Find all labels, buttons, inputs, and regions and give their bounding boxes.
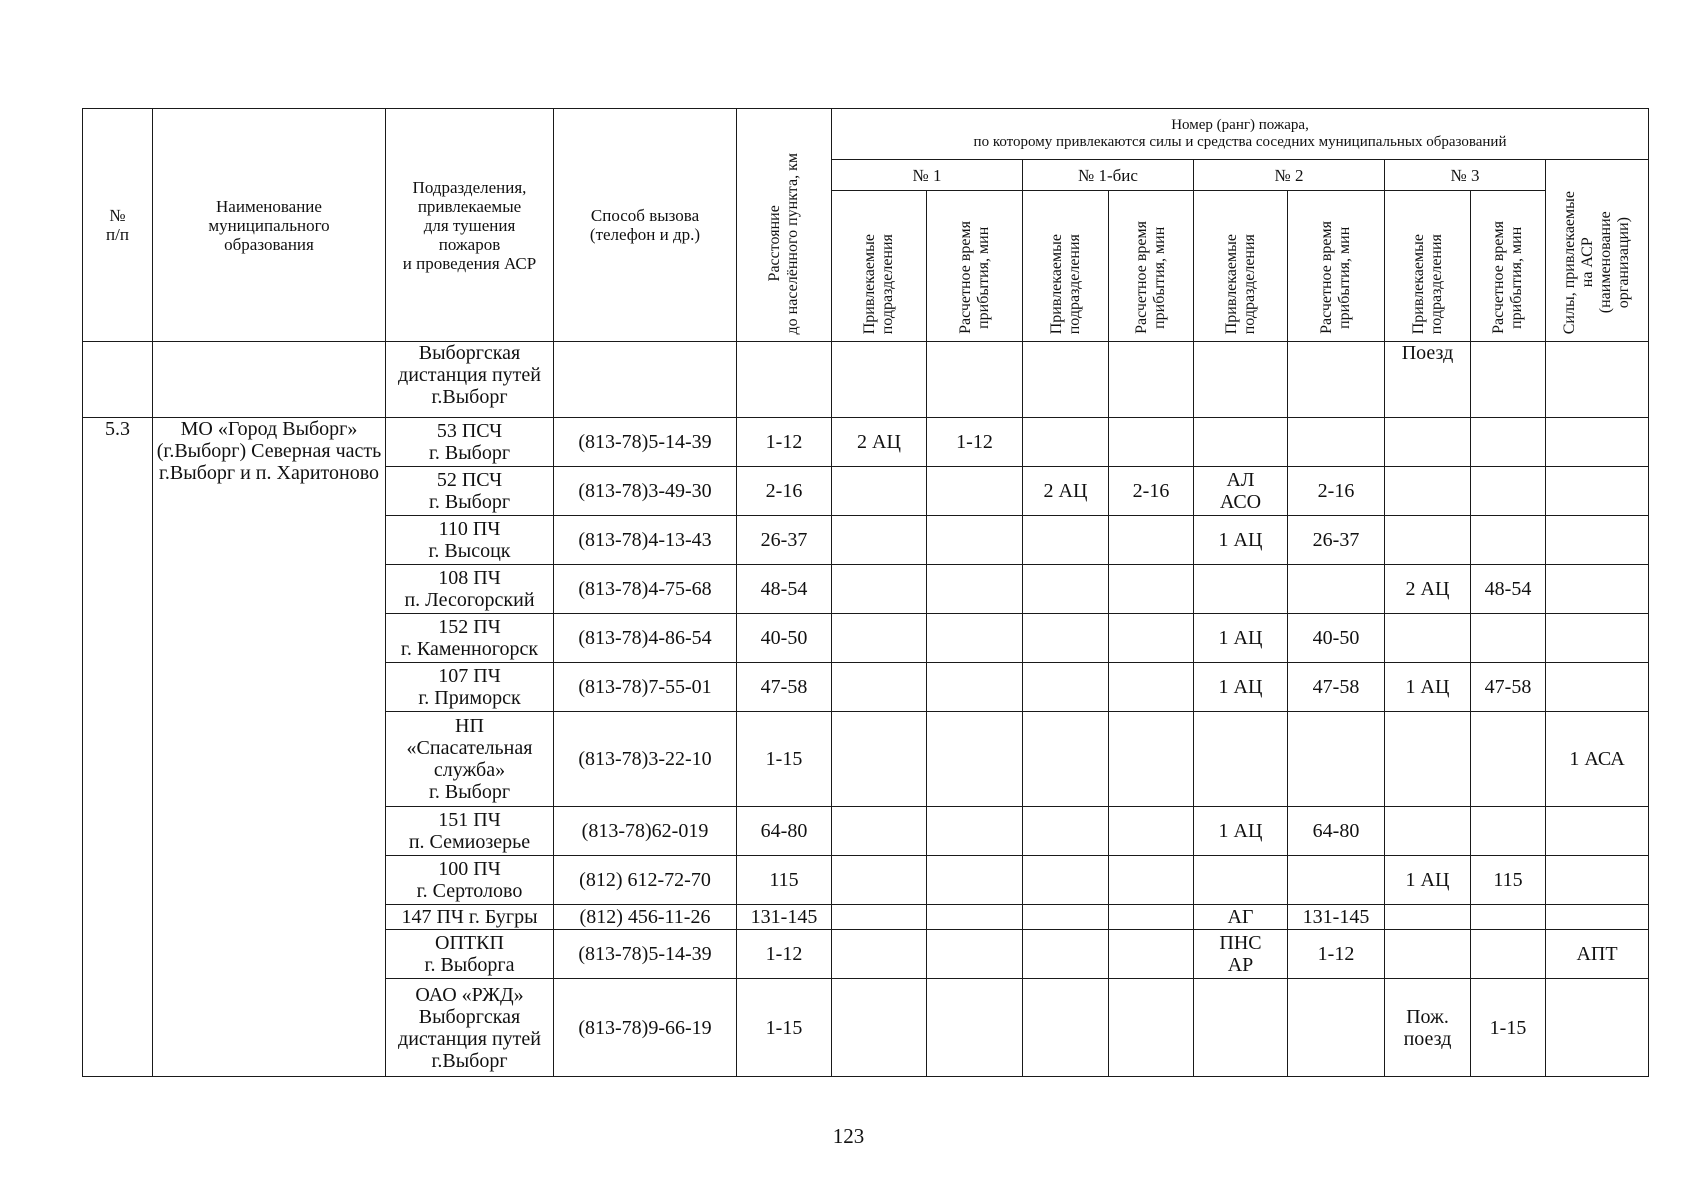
cell-empty	[1023, 342, 1109, 418]
header-r3-time: Расчетное время прибытия, мин	[1490, 221, 1525, 334]
cell-empty	[1288, 342, 1385, 418]
cell-r1-units	[832, 856, 927, 905]
cell-phone: (813-78)4-86-54	[554, 614, 737, 663]
cell-r2-time: 40-50	[1288, 614, 1385, 663]
cell-distance: 26-37	[737, 516, 832, 565]
header-distance: Расстояние до населённого пункта, км	[766, 152, 801, 334]
cell-r1-units	[832, 712, 927, 807]
cell-r1-units	[832, 979, 927, 1077]
header-rank-1: № 1	[832, 160, 1023, 191]
header-r1-units-cell	[832, 191, 927, 342]
cell-r1bis-time	[1109, 930, 1194, 979]
cell-r1-time	[927, 905, 1023, 930]
cell-phone: (813-78)4-13-43	[554, 516, 737, 565]
cell-r1bis-units	[1023, 930, 1109, 979]
cell-r2-time	[1288, 565, 1385, 614]
cell-r1bis-time	[1109, 979, 1194, 1077]
cell-r3-units: Пож. поезд	[1385, 979, 1471, 1077]
cell-phone: (813-78)7-55-01	[554, 663, 737, 712]
cell-r1bis-time	[1109, 516, 1194, 565]
cell-asr: 1 АСА	[1546, 712, 1649, 807]
cell-r2-units: 1 АЦ	[1194, 516, 1288, 565]
cell-r1-units	[832, 516, 927, 565]
cell-phone: (813-78)5-14-39	[554, 418, 737, 467]
cell-asr	[1546, 663, 1649, 712]
header-rank-title: Номер (ранг) пожара, по которому привлекаются силы и средства соседних муниципальных образований	[832, 109, 1649, 160]
cell-r3-time	[1471, 905, 1546, 930]
cell-r2-time: 1-12	[1288, 930, 1385, 979]
cell-r1-time	[927, 930, 1023, 979]
cell-r2-units: АЛ АСО	[1194, 467, 1288, 516]
header-r1-units: Привлекаемые подразделения	[861, 233, 896, 334]
cell-asr	[1546, 979, 1649, 1077]
cell-distance: 40-50	[737, 614, 832, 663]
cell-r1bis-time	[1109, 905, 1194, 930]
cell-r1bis-time	[1109, 807, 1194, 856]
cell-distance: 131-145	[737, 905, 832, 930]
cell-r3-time	[1471, 807, 1546, 856]
cell-r1bis-time	[1109, 856, 1194, 905]
cell-r3-time: 47-58	[1471, 663, 1546, 712]
cell-r1-time	[927, 614, 1023, 663]
header-r1bis-time: Расчетное время прибытия, мин	[1133, 221, 1168, 334]
header-num: № п/п	[83, 109, 153, 342]
cell-r2-time: 131-145	[1288, 905, 1385, 930]
fire-forces-table	[82, 108, 1649, 1077]
cell-r2-units	[1194, 979, 1288, 1077]
cell-unit: Выборгская дистанция путей г.Выборг	[386, 342, 554, 418]
cell-section-num: 5.3	[83, 418, 153, 1077]
cell-r3-time: 1-15	[1471, 979, 1546, 1077]
cell-r1bis-time	[1109, 614, 1194, 663]
cell-r2-time: 47-58	[1288, 663, 1385, 712]
table-row	[83, 418, 1649, 467]
cell-r1-time: 1-12	[927, 418, 1023, 467]
header-call-method: Способ вызова (телефон и др.)	[554, 109, 737, 342]
cell-r1-time	[927, 565, 1023, 614]
cell-r2-units: 1 АЦ	[1194, 614, 1288, 663]
cell-r1bis-units	[1023, 807, 1109, 856]
cell-r2-time	[1288, 712, 1385, 807]
header-r1bis-time-cell	[1109, 191, 1194, 342]
cell-r1-time	[927, 979, 1023, 1077]
cell-empty	[832, 342, 927, 418]
cell-r3-units	[1385, 516, 1471, 565]
cell-empty	[927, 342, 1023, 418]
page-number: 123	[832, 1124, 865, 1148]
cell-r1-time	[927, 663, 1023, 712]
cell-distance: 1-12	[737, 418, 832, 467]
cell-r1-units	[832, 565, 927, 614]
cell-phone: (813-78)5-14-39	[554, 930, 737, 979]
cell-r2-time: 64-80	[1288, 807, 1385, 856]
cell-r3-time	[1471, 418, 1546, 467]
header-r1bis-units: Привлекаемые подразделения	[1047, 233, 1083, 334]
header-rank-3: № 3	[1385, 160, 1546, 191]
cell-phone: (813-78)4-75-68	[554, 565, 737, 614]
cell-distance: 1-15	[737, 712, 832, 807]
cell-empty	[554, 342, 737, 418]
cell-unit: 108 ПЧ п. Лесогорский	[386, 565, 554, 614]
cell-r3-time	[1471, 467, 1546, 516]
header-r2-units: Привлекаемые подразделения	[1222, 233, 1258, 334]
cell-distance: 115	[737, 856, 832, 905]
header-r2-units-cell	[1194, 191, 1288, 342]
header-r3-time-cell	[1471, 191, 1546, 342]
cell-r1-units	[832, 905, 927, 930]
cell-asr	[1546, 807, 1649, 856]
header-r1-time-cell	[927, 191, 1023, 342]
cell-phone: (812) 612-72-70	[554, 856, 737, 905]
cell-r1-units	[832, 467, 927, 516]
cell-r1bis-time	[1109, 712, 1194, 807]
cell-r1-units	[832, 807, 927, 856]
cell-unit: 152 ПЧ г. Каменногорск	[386, 614, 554, 663]
cell-asr	[1546, 856, 1649, 905]
header-rank-1bis: № 1-бис	[1023, 160, 1194, 191]
cell-r3-time	[1471, 930, 1546, 979]
header-r1bis-units-cell	[1023, 191, 1109, 342]
cell-empty	[83, 342, 153, 418]
header-rank-2: № 2	[1194, 160, 1385, 191]
cell-empty	[737, 342, 832, 418]
header-r3-units: Привлекаемые подразделения	[1409, 233, 1445, 334]
cell-asr	[1546, 565, 1649, 614]
cell-r1bis-units	[1023, 565, 1109, 614]
cell-r3-units: 2 АЦ	[1385, 565, 1471, 614]
cell-r2-units	[1194, 418, 1288, 467]
header-distance-cell	[737, 109, 832, 342]
cell-r1bis-time: 2-16	[1109, 467, 1194, 516]
cell-r1bis-units	[1023, 614, 1109, 663]
cell-r3-time: 48-54	[1471, 565, 1546, 614]
cell-r3-units	[1385, 905, 1471, 930]
cell-r1bis-units	[1023, 418, 1109, 467]
table-header	[83, 109, 1649, 342]
cell-unit: НП «Спасательная служба» г. Выборг	[386, 712, 554, 807]
cell-r3-time	[1471, 712, 1546, 807]
header-r1-time: Расчетное время прибытия, мин	[956, 221, 992, 334]
cell-r1bis-units	[1023, 979, 1109, 1077]
cell-r1bis-units	[1023, 712, 1109, 807]
header-asr: Силы, привлекаемые на АСР (наименование организации)	[1561, 190, 1633, 334]
cell-r3-units: 1 АЦ	[1385, 856, 1471, 905]
cell-r2-time	[1288, 418, 1385, 467]
cell-distance: 1-12	[737, 930, 832, 979]
cell-r1-time	[927, 856, 1023, 905]
cell-empty	[1546, 342, 1649, 418]
cell-r1-time	[927, 467, 1023, 516]
cell-r1-time	[927, 712, 1023, 807]
cell-unit: 52 ПСЧ г. Выборг	[386, 467, 554, 516]
cell-r3-units	[1385, 467, 1471, 516]
cell-distance: 2-16	[737, 467, 832, 516]
cell-phone: (813-78)3-22-10	[554, 712, 737, 807]
cell-r3-time	[1471, 614, 1546, 663]
cell-r1-time	[927, 807, 1023, 856]
cell-r1-units	[832, 930, 927, 979]
cell-empty	[1109, 342, 1194, 418]
cell-r1-units	[832, 663, 927, 712]
cell-r2-units: АГ	[1194, 905, 1288, 930]
cell-r2-units: ПНС АР	[1194, 930, 1288, 979]
cell-r2-units	[1194, 565, 1288, 614]
cell-distance: 47-58	[737, 663, 832, 712]
cell-unit: ОАО «РЖД» Выборгская дистанция путей г.Выборг	[386, 979, 554, 1077]
cell-r1bis-units: 2 АЦ	[1023, 467, 1109, 516]
header-r2-time: Расчетное время прибытия, мин	[1318, 221, 1353, 334]
cell-distance: 1-15	[737, 979, 832, 1077]
cell-unit: ОПТКП г. Выборга	[386, 930, 554, 979]
cell-empty	[1194, 342, 1288, 418]
cell-asr: АПТ	[1546, 930, 1649, 979]
cell-r2-units: 1 АЦ	[1194, 807, 1288, 856]
header-asr-cell	[1546, 160, 1649, 342]
cell-r2-time: 26-37	[1288, 516, 1385, 565]
cell-empty	[1471, 342, 1546, 418]
cell-r2-time	[1288, 856, 1385, 905]
cell-r1bis-units	[1023, 516, 1109, 565]
cell-r1-units	[832, 614, 927, 663]
cell-section-name: МО «Город Выборг» (г.Выборг) Северная часть г.Выборг и п. Харитоново	[153, 418, 386, 1077]
cell-r1bis-units	[1023, 905, 1109, 930]
cell-r2-time: 2-16	[1288, 467, 1385, 516]
cell-r3-units: Поезд	[1385, 342, 1471, 418]
cell-r1bis-units	[1023, 856, 1109, 905]
table-row-continuation	[83, 342, 1649, 418]
cell-r1bis-time	[1109, 663, 1194, 712]
cell-r2-time	[1288, 979, 1385, 1077]
cell-r3-time	[1471, 516, 1546, 565]
cell-r1-time	[927, 516, 1023, 565]
header-municipality: Наименование муниципального образования	[153, 109, 386, 342]
cell-unit: 147 ПЧ г. Бугры	[386, 905, 554, 930]
cell-r3-units	[1385, 930, 1471, 979]
cell-r2-units	[1194, 712, 1288, 807]
cell-r3-time: 115	[1471, 856, 1546, 905]
table-body	[83, 342, 1649, 1077]
cell-distance: 48-54	[737, 565, 832, 614]
cell-asr	[1546, 614, 1649, 663]
cell-r3-units	[1385, 712, 1471, 807]
cell-r1-units: 2 АЦ	[832, 418, 927, 467]
cell-phone: (812) 456-11-26	[554, 905, 737, 930]
cell-r2-units: 1 АЦ	[1194, 663, 1288, 712]
cell-unit: 110 ПЧ г. Высоцк	[386, 516, 554, 565]
cell-r1bis-time	[1109, 565, 1194, 614]
cell-asr	[1546, 516, 1649, 565]
cell-phone: (813-78)62-019	[554, 807, 737, 856]
cell-asr	[1546, 905, 1649, 930]
cell-phone: (813-78)3-49-30	[554, 467, 737, 516]
cell-asr	[1546, 418, 1649, 467]
header-units: Подразделения, привлекаемые для тушения пожаров и проведения АСР	[386, 109, 554, 342]
cell-empty	[153, 342, 386, 418]
cell-r3-units	[1385, 807, 1471, 856]
cell-r1bis-time	[1109, 418, 1194, 467]
document-page	[82, 108, 1649, 1077]
header-r3-units-cell	[1385, 191, 1471, 342]
cell-phone: (813-78)9-66-19	[554, 979, 737, 1077]
header-r2-time-cell	[1288, 191, 1385, 342]
cell-r1bis-units	[1023, 663, 1109, 712]
cell-distance: 64-80	[737, 807, 832, 856]
cell-r2-units	[1194, 856, 1288, 905]
cell-unit: 100 ПЧ г. Сертолово	[386, 856, 554, 905]
cell-unit: 107 ПЧ г. Приморск	[386, 663, 554, 712]
cell-unit: 53 ПСЧ г. Выборг	[386, 418, 554, 467]
cell-unit: 151 ПЧ п. Семиозерье	[386, 807, 554, 856]
cell-r3-units	[1385, 614, 1471, 663]
cell-r3-units	[1385, 418, 1471, 467]
cell-asr	[1546, 467, 1649, 516]
cell-r3-units: 1 АЦ	[1385, 663, 1471, 712]
